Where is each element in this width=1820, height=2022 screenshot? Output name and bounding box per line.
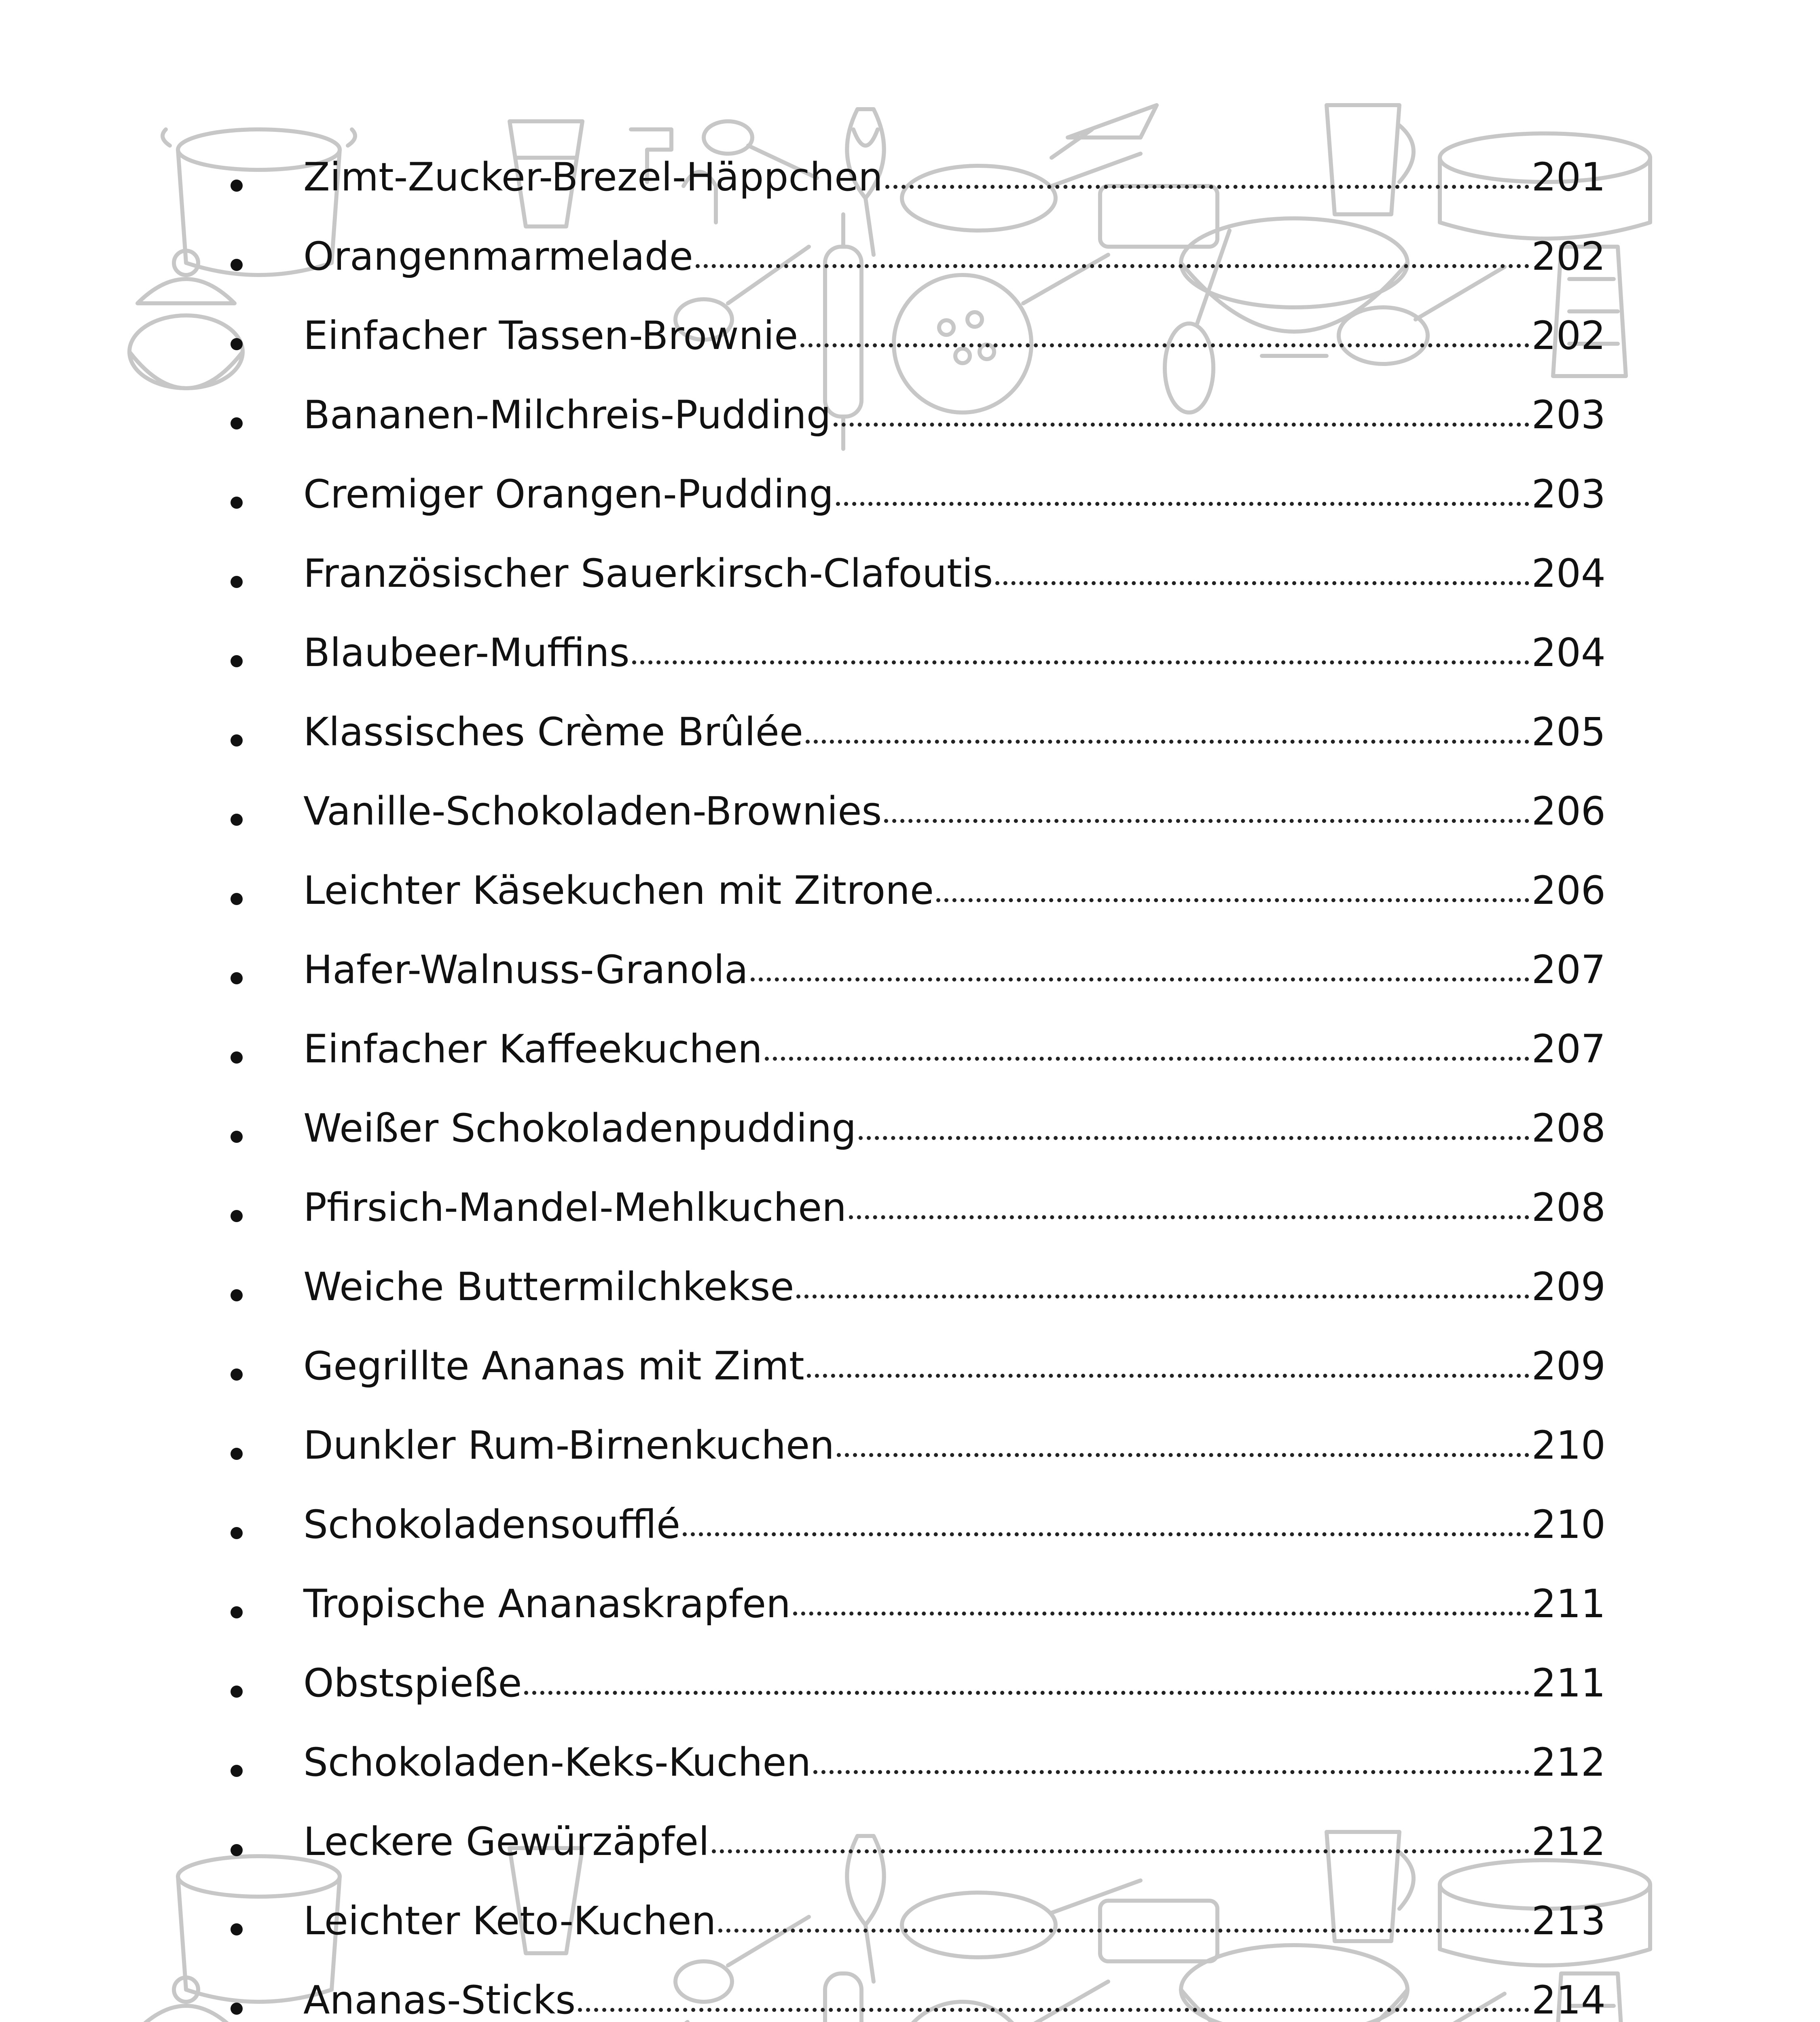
entry-title: Zimt-Zucker-Brezel-Häppchen: [303, 154, 883, 200]
dot-leader: [718, 1929, 1529, 1933]
toc-entry[interactable]: [239, 1423, 1606, 1505]
toc-entry[interactable]: [239, 947, 1606, 1030]
page-number: 204: [1531, 630, 1606, 675]
bullet-icon: [231, 259, 243, 271]
entry-title: Einfacher Tassen-Brownie: [303, 313, 798, 358]
toc-entry[interactable]: [239, 1502, 1606, 1584]
entry-title: Leichter Käsekuchen mit Zitrone: [303, 868, 934, 913]
page-number: 207: [1531, 947, 1606, 992]
entry-title: Dunkler Rum-Birnenkuchen: [303, 1423, 834, 1468]
entry-title: Vanille-Schokoladen-Brownies: [303, 789, 882, 834]
dot-leader: [793, 1612, 1529, 1616]
bullet-icon: [231, 1923, 243, 1935]
dot-leader: [806, 740, 1529, 744]
page-number: 208: [1531, 1185, 1606, 1230]
dot-leader: [836, 502, 1529, 506]
toc-entry[interactable]: [239, 313, 1606, 396]
dot-leader: [524, 1691, 1529, 1695]
bullet-icon: [231, 497, 243, 509]
bullet-icon: [231, 1527, 243, 1539]
table-of-contents: [239, 154, 1606, 2022]
toc-entry[interactable]: [239, 1581, 1606, 1664]
bullet-icon: [231, 338, 243, 350]
page-number: 208: [1531, 1106, 1606, 1151]
page-number: 207: [1531, 1026, 1606, 1072]
entry-title: Klassisches Crème Brûlée: [303, 709, 803, 755]
bullet-icon: [231, 1606, 243, 1618]
dot-leader: [837, 1453, 1529, 1457]
page-number: 211: [1531, 1581, 1606, 1626]
toc-entry[interactable]: [239, 1660, 1606, 1743]
bullet-icon: [231, 1765, 243, 1777]
page-number: 212: [1531, 1740, 1606, 1785]
dot-leader: [884, 819, 1529, 823]
bullet-icon: [231, 972, 243, 984]
dot-leader: [885, 185, 1529, 189]
entry-title: Schokoladensoufflé: [303, 1502, 681, 1547]
page-number: 212: [1531, 1819, 1606, 1864]
toc-entry[interactable]: [239, 709, 1606, 792]
knife-icon: [1052, 105, 1157, 158]
toc-entry[interactable]: [239, 154, 1606, 237]
dot-leader: [849, 1215, 1529, 1219]
bullet-icon: [231, 734, 243, 747]
dot-leader: [632, 660, 1529, 664]
entry-title: Französischer Sauerkirsch-Clafoutis: [303, 551, 993, 596]
toc-entry[interactable]: [239, 868, 1606, 950]
bullet-icon: [231, 576, 243, 588]
page-number: 204: [1531, 551, 1606, 596]
page-number: 209: [1531, 1264, 1606, 1309]
entry-title: Ananas-Sticks: [303, 1978, 576, 2022]
bullet-icon: [231, 1686, 243, 1698]
toc-entry[interactable]: [239, 630, 1606, 713]
page-number: 202: [1531, 313, 1606, 358]
page-number: 202: [1531, 234, 1606, 279]
entry-title: Gegrillte Ananas mit Zimt: [303, 1343, 804, 1389]
page-number: 214: [1531, 1978, 1606, 2022]
page-number: 201: [1531, 154, 1606, 200]
dot-leader: [796, 1294, 1529, 1299]
dot-leader: [807, 1374, 1529, 1378]
toc-entry[interactable]: [239, 1978, 1606, 2022]
entry-title: Weißer Schokoladenpudding: [303, 1106, 857, 1151]
dot-leader: [578, 2008, 1529, 2012]
bullet-icon: [231, 417, 243, 429]
bullet-icon: [231, 1051, 243, 1064]
bullet-icon: [231, 814, 243, 826]
page-number: 203: [1531, 392, 1606, 438]
toc-entry[interactable]: [239, 789, 1606, 871]
dot-leader: [936, 898, 1529, 902]
dot-leader: [683, 1532, 1529, 1536]
dot-leader: [813, 1770, 1529, 1774]
entry-title: Pfirsich-Mandel-Mehlkuchen: [303, 1185, 847, 1230]
entry-title: Orangenmarmelade: [303, 234, 693, 279]
dot-leader: [751, 977, 1529, 981]
toc-entry[interactable]: [239, 392, 1606, 475]
toc-entry[interactable]: [239, 1740, 1606, 1822]
bullet-icon: [231, 1289, 243, 1301]
toc-entry[interactable]: [239, 1898, 1606, 1981]
bullet-icon: [231, 1448, 243, 1460]
bullet-icon: [231, 2003, 243, 2015]
entry-title: Hafer-Walnuss-Granola: [303, 947, 748, 992]
entry-title: Cremiger Orangen-Pudding: [303, 472, 834, 517]
dot-leader: [696, 264, 1529, 268]
bullet-icon: [231, 893, 243, 905]
entry-title: Blaubeer-Muffins: [303, 630, 630, 675]
toc-entry[interactable]: [239, 234, 1606, 316]
bullet-icon: [231, 180, 243, 192]
dot-leader: [800, 343, 1529, 347]
entry-title: Obstspieße: [303, 1660, 522, 1706]
bullet-icon: [231, 1210, 243, 1222]
bullet-icon: [231, 1131, 243, 1143]
bullet-icon: [231, 655, 243, 667]
bullet-icon: [231, 1368, 243, 1381]
entry-title: Leichter Keto-Kuchen: [303, 1898, 716, 1944]
entry-title: Weiche Buttermilchkekse: [303, 1264, 794, 1309]
page-number: 205: [1531, 709, 1606, 755]
dot-leader: [765, 1057, 1529, 1061]
page-number: 211: [1531, 1660, 1606, 1706]
page-number: 206: [1531, 789, 1606, 834]
dot-leader: [859, 1136, 1529, 1140]
page-number: 209: [1531, 1343, 1606, 1389]
page-number: 206: [1531, 868, 1606, 913]
entry-title: Leckere Gewürzäpfel: [303, 1819, 709, 1864]
entry-title: Schokoladen-Keks-Kuchen: [303, 1740, 811, 1785]
bullet-icon: [231, 1844, 243, 1856]
entry-title: Einfacher Kaffeekuchen: [303, 1026, 762, 1072]
toc-entry[interactable]: [239, 1106, 1606, 1188]
page-number: 213: [1531, 1898, 1606, 1944]
dot-leader: [834, 423, 1529, 427]
toc-entry[interactable]: [239, 1264, 1606, 1347]
toc-entry[interactable]: [239, 551, 1606, 633]
toc-entry[interactable]: [239, 1185, 1606, 1267]
page-number: 210: [1531, 1502, 1606, 1547]
toc-entry[interactable]: [239, 1819, 1606, 1901]
toc-entry[interactable]: [239, 472, 1606, 554]
page-number: 203: [1531, 472, 1606, 517]
entry-title: Bananen-Milchreis-Pudding: [303, 392, 831, 438]
dot-leader: [712, 1849, 1529, 1853]
entry-title: Tropische Ananaskrapfen: [303, 1581, 791, 1626]
toc-entry[interactable]: [239, 1343, 1606, 1426]
page-number: 210: [1531, 1423, 1606, 1468]
toc-entry[interactable]: [239, 1026, 1606, 1109]
dot-leader: [995, 581, 1529, 585]
